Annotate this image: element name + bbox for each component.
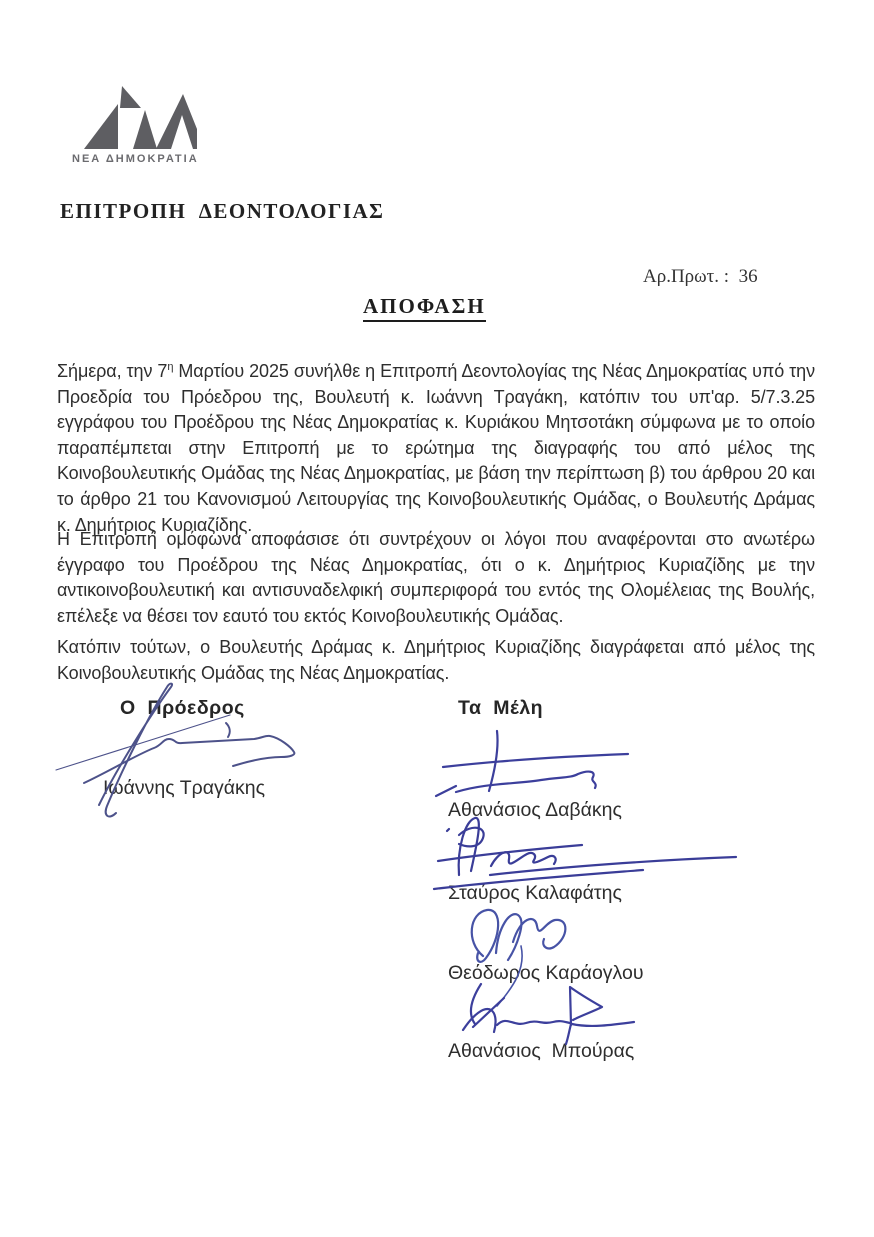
- paragraph-1-text-post: Μαρτίου 2025 συνήλθε η Επιτροπή Δεοντολογίας της Νέας Δημοκρατίας υπό την Προεδρία του Πρόεδρου της, Βουλευτή κ. Ιωάννη Τραγάκη, κατόπιν του υπ'αρ. 5/7.3.25 εγγράφου του Προέδρου της Νέας Δημοκρατίας κ. Κυριάκου Μητσοτάκη σύμφωνα με το οποίο παραπέμπεται στην Επιτροπή με το ερώτημα της διαγραφής του από μέλος της Κοινοβουλευτικής Ομάδας της Νέας Δημοκρατίας, με βάση την περίπτωση β) του άρθρου 20 και το άρθρο 21 του Κανονισμού Λειτουργίας της Κοινοβουλευτικής Ομάδας, ο Βουλευτής Δράμας κ. Δημήτριος Κυριαζίδης.: [57, 361, 815, 535]
- ordinal-superscript: η: [167, 361, 174, 373]
- member-name-bouras: Αθανάσιος Μπούρας: [448, 1040, 635, 1062]
- president-heading: Ο Πρόεδρος: [120, 697, 245, 719]
- president-name: Ιωάννης Τραγάκης: [103, 777, 266, 799]
- signature-davakis-ink: [425, 722, 640, 802]
- member-name-kalafatis: Σταύρος Καλαφάτης: [448, 882, 622, 904]
- nd-logo-wordmark: ΝΕΑ ΔΗΜΟΚΡΑΤΙΑ: [72, 153, 199, 165]
- member-name-karaoglou: Θεόδωρος Καράογλου: [448, 962, 644, 984]
- members-heading: Τα Μέλη: [458, 697, 544, 719]
- member-name-davakis: Αθανάσιος Δαβάκης: [448, 799, 622, 821]
- paragraph-decision: Η Επιτροπή ομόφωνα αποφάσισε ότι συντρέχουν οι λόγοι που αναφέρονται στο ανωτέρω έγγραφο του Προέδρου της Νέας Δημοκρατίας, ότι ο κ. Δημήτριος Κυριαζίδης με την αντικοινοβουλευτική και αντισυναδελφική συμπεριφορά του εντός της Ολομέλειας της Βουλής, επέλεξε να θέσει τον εαυτό του εκτός Κοινοβουλευτικής Ομάδας.: [57, 529, 815, 626]
- paragraph-conclusion: Κατόπιν τούτων, ο Βουλευτής Δράμας κ. Δημήτριος Κυριαζίδης διαγράφεται από μέλος της Κοινοβουλευτικής Ομάδας της Νέας Δημοκρατίας.: [57, 637, 815, 683]
- committee-heading: ΕΠΙΤΡΟΠΗ ΔΕΟΝΤΟΛΟΓΙΑΣ: [60, 199, 385, 223]
- decision-title: ΑΠΟΦΑΣΗ: [363, 294, 486, 322]
- paragraph-convening: [57, 359, 815, 538]
- nd-logo: [72, 83, 202, 165]
- nd-logo-icon: [72, 83, 197, 151]
- paragraph-1-text-pre: Σήμερα, την 7: [57, 361, 168, 381]
- signature-karaoglou-ink: [450, 896, 610, 1008]
- protocol-number: Αρ.Πρωτ. : 36: [643, 266, 758, 287]
